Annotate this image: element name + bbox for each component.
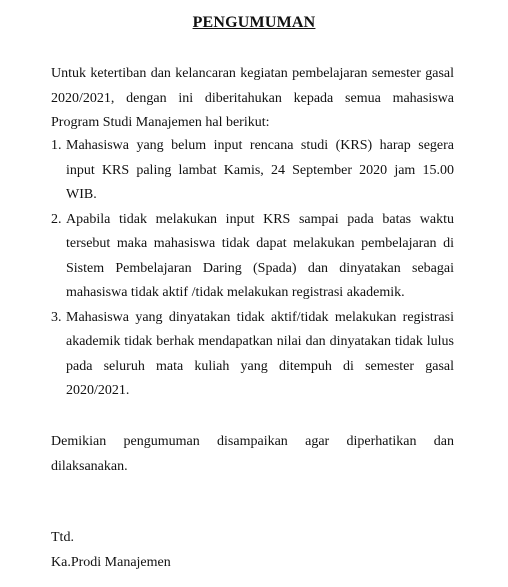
page-title: PENGUMUMAN	[192, 14, 316, 31]
list-item	[51, 134, 454, 208]
list-item-number: 3.	[51, 309, 62, 325]
announcement-list	[51, 134, 454, 404]
list-item-text: Mahasiswa yang belum input rencana studi (KRS) harap segera input KRS paling lambat Kamis, 24 September 2020 jam 15.00 WIB.	[66, 138, 454, 202]
list-item-text: Apabila tidak melakukan input KRS sampai pada batas waktu tersebut maka mahasiswa tidak dapat melakukan pembelajaran di Sistem Pembelajaran Daring (Spada) dan dinyatakan sebagai mahasiswa tidak aktif /tidak melakukan registrasi akademik.	[66, 211, 454, 300]
list-item-number: 1.	[51, 138, 62, 153]
signature-name: Ka.Prodi Manajemen	[51, 555, 171, 570]
intro-paragraph: Untuk ketertiban dan kelancaran kegiatan pembelajaran semester gasal 2020/2021, dengan ini diberitahukan kepada semua mahasiswa Program Studi Manajemen hal berikut:	[51, 66, 454, 130]
closing-paragraph: Demikian pengumuman disampaikan agar diperhatikan dan dilaksanakan.	[51, 434, 454, 474]
list-item	[51, 306, 454, 404]
list-item-number: 2.	[51, 211, 62, 227]
list-item-text: Mahasiswa yang dinyatakan tidak aktif/tidak melakukan registrasi akademik tidak berhak mendapatkan nilai dan dinyatakan tidak lulus pada seluruh mata kuliah yang ditempuh di semester gasal 2020/2021.	[66, 309, 454, 398]
list-item	[51, 208, 454, 306]
signature-ttd: Ttd.	[51, 530, 74, 545]
